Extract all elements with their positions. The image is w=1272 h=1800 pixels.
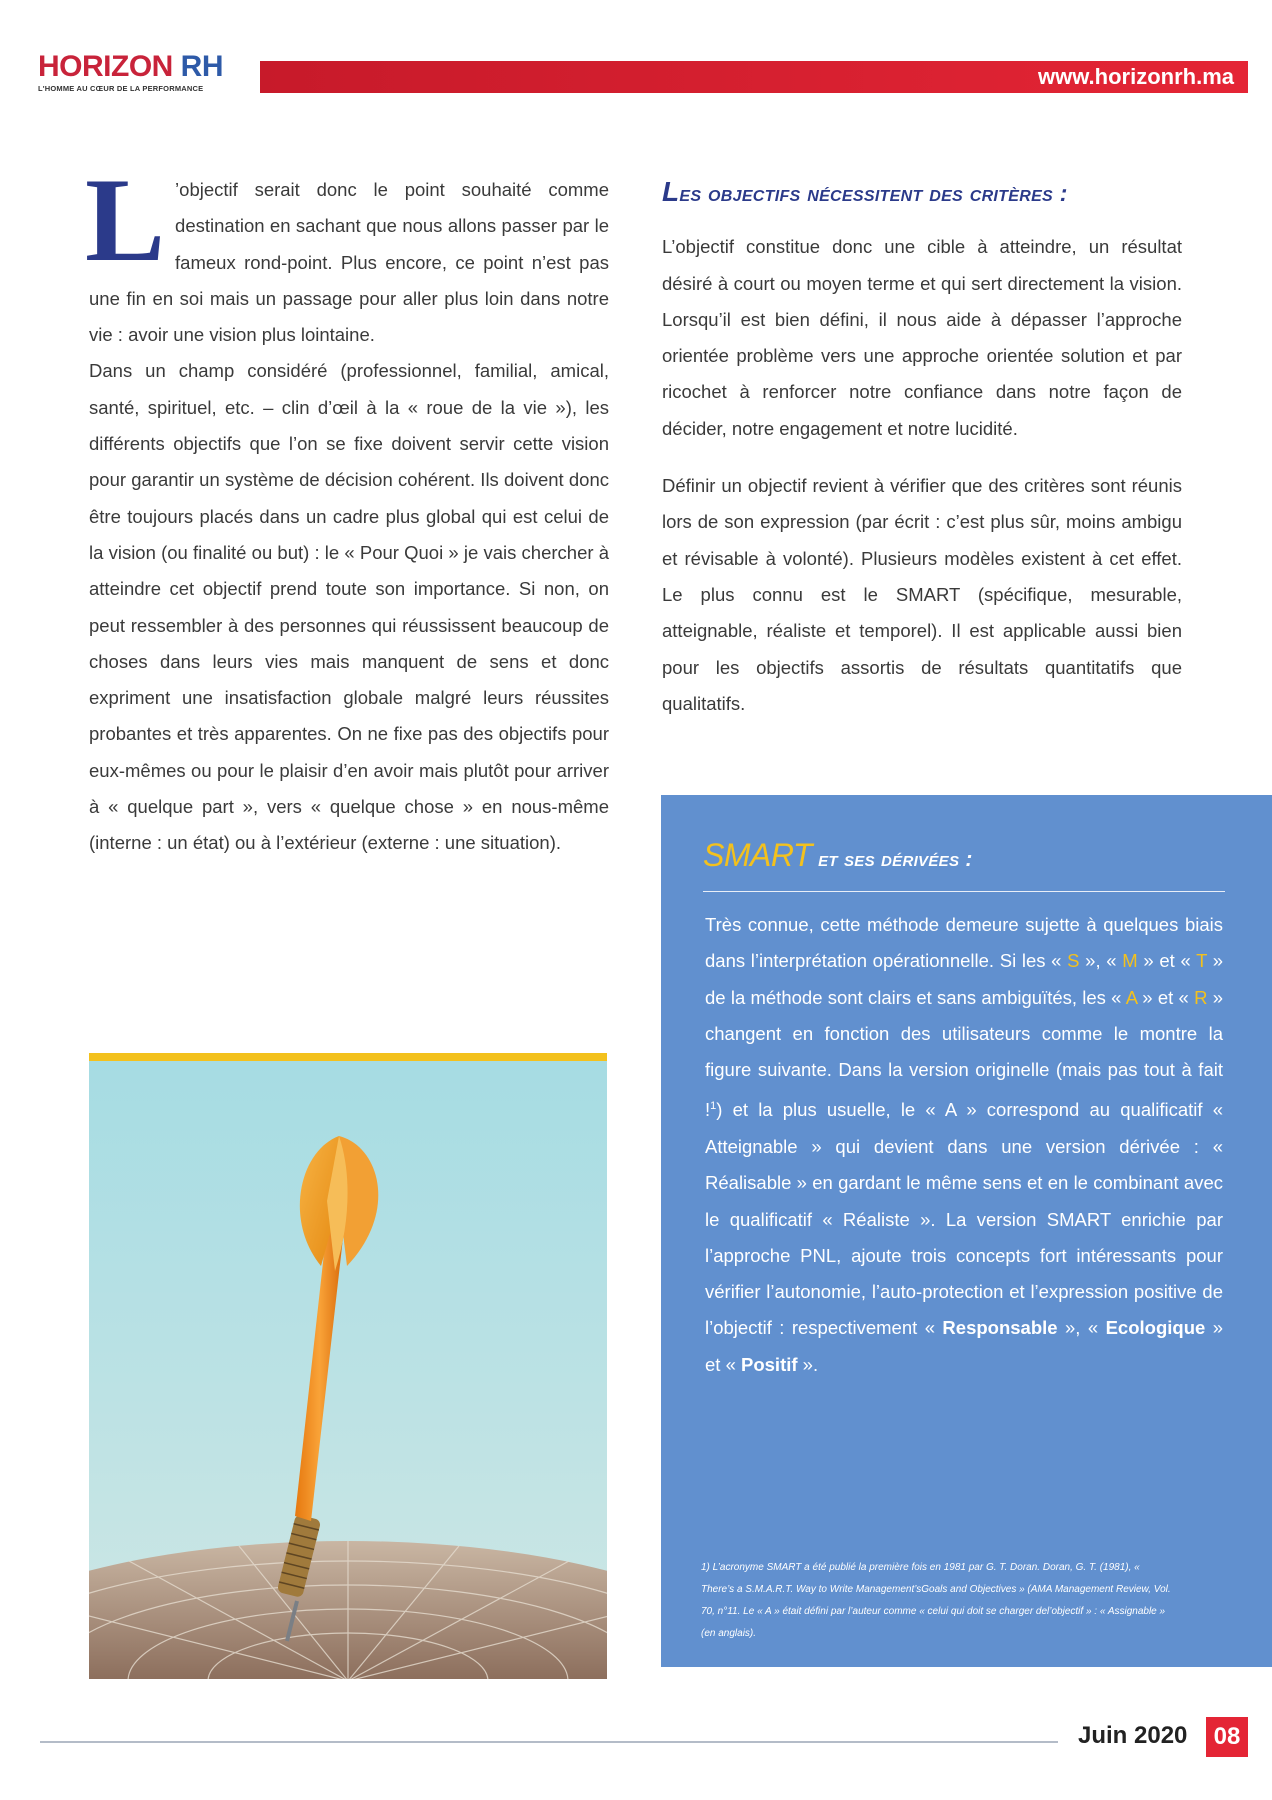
smart-heading-text: et ses dérivées : — [818, 848, 973, 871]
smart-heading-word: SMART — [703, 837, 812, 873]
text-run: » et « — [1137, 986, 1195, 1008]
letter-r: R — [1194, 986, 1208, 1008]
text-run: », « — [1057, 1317, 1106, 1339]
text-run: ». — [797, 1353, 819, 1375]
smart-sidebar-box — [661, 795, 1272, 1667]
logo-word-horizon: HORIZON — [38, 50, 173, 83]
right-column — [662, 174, 1182, 743]
letter-s: S — [1067, 950, 1080, 972]
footnote-marker: 1 — [710, 1100, 717, 1113]
dart-illustration — [89, 1061, 607, 1679]
left-column — [85, 153, 609, 862]
keyword-responsable: Responsable — [942, 1317, 1058, 1339]
footnote: 1) L’acronyme SMART a été publié la première fois en 1981 par G. T. Doran. Doran, G. T. (1981), « There’s a S.M.A.R.T. Way to Write Management’sGoals and Objectives » (AMA Management Review, Vol. 70, n°11. Le « A » était défini par l’auteur comme « celui qui doit se charger del’objectif » : « Assignable » (en anglais). — [701, 1562, 1171, 1639]
dart-target-photo — [89, 1053, 607, 1679]
intro-paragraph-text: ’objectif serait donc le point souhaité comme destination en sachant que nous allons passer par le fameux rond-point. Plus encore, ce point n’est pas une fin en soi mais un passage pour aller plus loin dans notre vie : avoir une vision plus lointaine. — [89, 179, 609, 346]
drop-cap: L — [85, 153, 166, 286]
letter-m: M — [1122, 950, 1138, 972]
logo-word-rh: RH — [180, 50, 224, 83]
logo-wordmark — [38, 52, 238, 82]
letter-t: T — [1196, 950, 1208, 972]
text-run: » changent en fonction des utilisateurs comme le montre la figure suivante. Dans la version originelle (mais pas tout à fait ! — [705, 986, 1223, 1121]
keyword-positif: Positif — [741, 1353, 798, 1375]
logo-tagline: L'HOMME AU CŒUR DE LA PERFORMANCE — [38, 84, 204, 93]
text-run: » et « — [705, 1317, 1223, 1375]
letter-a: A — [1125, 986, 1138, 1008]
website-url[interactable]: www.horizonrh.ma — [1038, 64, 1234, 89]
vision-paragraph: Dans un champ considéré (professionnel, familial, amical, santé, spirituel, etc. – clin d’œil à la « roue de la vie »), les différents objectifs que l’on se fixe doivent servir cette vision pour garantir un système de décision cohérent. Ils doivent donc être toujours placés dans un cadre plus global qui est celui de la vision (ou finalité ou but) : le « Pour Quoi » je vais chercher à atteindre cet objectif prend toute son importance. Si non, on peut ressembler à des personnes qui réussissent beaucoup de choses dans leurs vies mais manquent de sens et donc expriment une insatisfaction globale malgré leurs réussites probantes et très apparentes. On ne fixe pas des objectifs pour eux-mêmes ou pour le plaisir d’en avoir mais plutôt pour arriver à « quelque part », vers « quelque chose » en nous-même (interne : un état) ou à l’extérieur (externe : une situation). — [89, 360, 609, 854]
text-run: » et « — [1137, 950, 1197, 972]
criteria-paragraph-1: L’objectif constitue donc une cible à atteindre, un résultat désiré à court ou moyen terme et qui sert directement la vision. Lorsqu’il est bien défini, il nous aide à dépasser l’approche orientée problème vers une approche orientée solution et par ricochet à renforcer notre confiance dans notre façon de décider, notre engagement et notre lucidité. — [662, 236, 1182, 439]
page-number: 08 — [1206, 1717, 1248, 1757]
text-run: » de la méthode sont clairs et sans ambiguïtés, les « — [705, 950, 1224, 1008]
text-run: ) et la plus usuelle, le « A » correspond au qualificatif « Atteignable » qui devient dans une version dérivée : « Réalisable » en gardant le même sens et en le combinant avec le qualificatif « Réaliste ». La version SMART enrichie par l’approche PNL, ajoute trois concepts fort intéressants pour vérifier l’autonomie, l’auto-protection et l’expression positive de l’objectif : respectivement « — [705, 1099, 1223, 1339]
smart-heading — [703, 837, 973, 874]
text-run: Très connue, cette méthode demeure sujette à quelques biais dans l’interprétation opérationnelle. Si les « — [705, 914, 1223, 972]
heading-divider — [703, 891, 1225, 892]
brand-logo — [38, 52, 238, 93]
criteria-heading-initial: L — [662, 176, 680, 207]
issue-date: Juin 2020 — [1078, 1722, 1188, 1749]
keyword-ecologique: Ecologique — [1105, 1317, 1206, 1339]
criteria-heading — [662, 174, 1182, 211]
smart-body-text — [705, 907, 1223, 1383]
text-run: », « — [1079, 950, 1123, 972]
header-bar — [260, 61, 1248, 93]
footer-rule — [40, 1741, 1058, 1743]
intro-paragraph — [85, 153, 609, 353]
criteria-heading-text: es objectifs nécessitent des critères : — [679, 180, 1068, 206]
criteria-paragraph-2: Définir un objectif revient à vérifier que des critères sont réunis lors de son expression (par écrit : c’est plus sûr, moins ambigu et révisable à volonté). Plusieurs modèles existent à cet effet. Le plus connu est le SMART (spécifique, mesurable, atteignable, réaliste et temporel). Il est applicable aussi bien pour les objectifs assortis de résultats quantitatifs que qualitatifs. — [662, 475, 1182, 714]
